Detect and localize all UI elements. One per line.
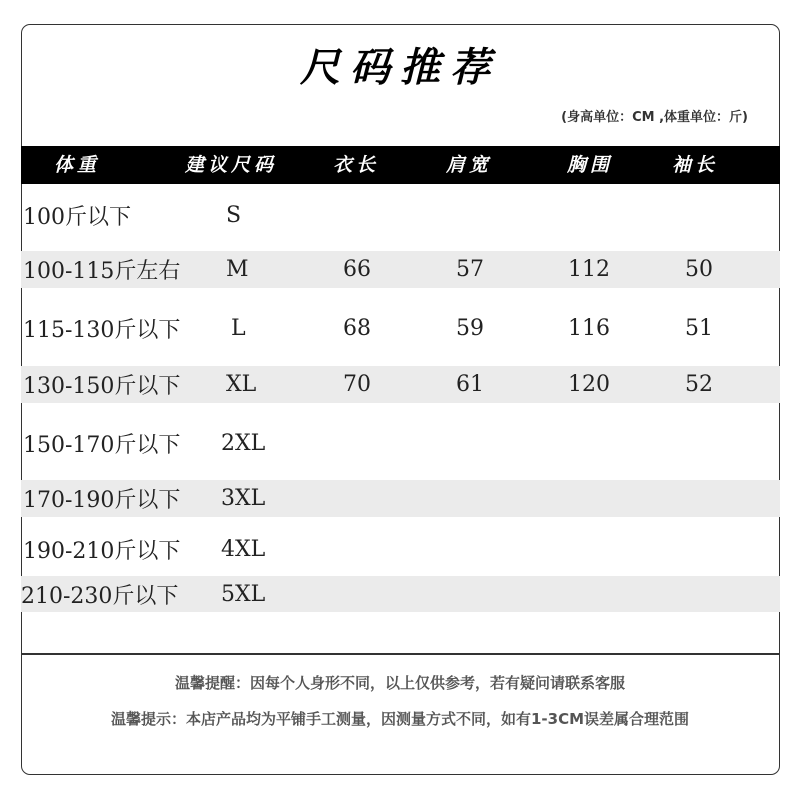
- footer-divider: [21, 653, 780, 655]
- header-length: 衣长: [333, 154, 380, 176]
- header-chest: 胸围: [567, 154, 614, 176]
- reminder-note: 温馨提醒：因每个人身形不同，以上仅供参考，若有疑问请联系客服: [174, 674, 625, 692]
- cell-size: XL: [226, 372, 257, 397]
- table-row: [21, 423, 780, 463]
- cell-shoulder: 57: [456, 257, 484, 282]
- cell-size: 4XL: [221, 536, 266, 562]
- cell-sleeve: 50: [685, 257, 713, 282]
- cell-chest: 112: [568, 257, 610, 282]
- table-row: [21, 366, 780, 403]
- cell-weight: 170-190斤以下: [23, 488, 181, 513]
- cell-size: 3XL: [221, 486, 266, 511]
- table-row: [21, 530, 780, 568]
- cell-length: 70: [343, 372, 371, 397]
- cell-size: S: [226, 202, 242, 228]
- cell-weight: 150-170斤以下: [23, 432, 181, 458]
- cell-weight: 210-230斤以下: [21, 583, 179, 609]
- table-row: [21, 308, 780, 348]
- measurement-note: 温馨提示：本店产品均为平铺手工测量，因测量方式不同，如有1-3CM误差属合理范围: [110, 710, 690, 728]
- header-sleeve: 袖长: [672, 154, 719, 176]
- cell-shoulder: 61: [456, 372, 484, 397]
- cell-chest: 116: [568, 315, 610, 341]
- table-row: [21, 576, 780, 612]
- cell-sleeve: 52: [685, 372, 713, 397]
- cell-weight: 100-115斤左右: [23, 259, 181, 284]
- cell-weight: 190-210斤以下: [23, 538, 181, 564]
- table-row: [21, 193, 780, 237]
- cell-shoulder: 59: [456, 315, 484, 341]
- page-title: 尺码推荐: [300, 45, 500, 91]
- header-shoulder: 肩宽: [446, 154, 493, 176]
- header-weight: 体重: [54, 154, 101, 176]
- cell-sleeve: 51: [685, 315, 713, 341]
- cell-size: M: [226, 257, 249, 282]
- table-row: [21, 480, 780, 517]
- cell-weight: 130-150斤以下: [23, 374, 181, 399]
- cell-weight: 115-130斤以下: [23, 317, 181, 343]
- cell-weight: 100斤以下: [23, 204, 131, 230]
- cell-length: 68: [343, 315, 371, 341]
- cell-size: 5XL: [221, 581, 266, 607]
- table-row: [21, 251, 780, 288]
- cell-size: L: [231, 315, 246, 341]
- header-size: 建议尺码: [185, 154, 278, 176]
- cell-chest: 120: [568, 372, 610, 397]
- cell-size: 2XL: [221, 430, 266, 456]
- table-header: [21, 146, 780, 184]
- unit-note: (身高单位：CM ,体重单位：斤): [561, 110, 748, 125]
- cell-length: 66: [343, 257, 371, 282]
